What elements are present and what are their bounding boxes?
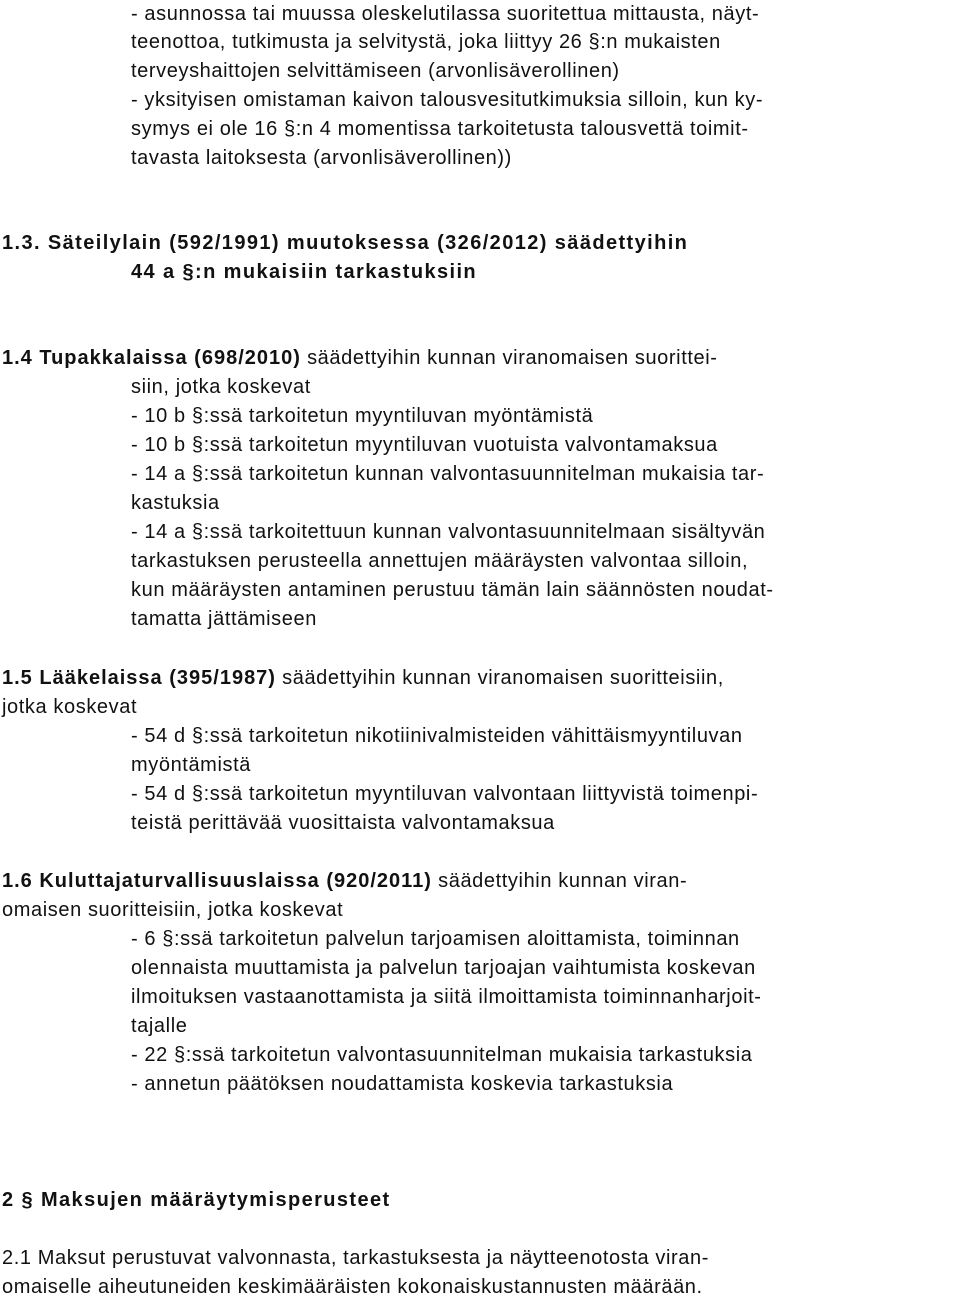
section-intro <box>2 344 718 373</box>
section-intro-text: säädettyihin kunnan viranomaisen suorittei- <box>300 347 718 369</box>
list-item-text: tarkastuksen perusteella annettujen määräysten valvontaa silloin, <box>131 550 749 572</box>
list-item: - annetun päätöksen noudattamista koskevia tarkastuksia <box>131 1073 674 1095</box>
section-title: 1.6 Kuluttajaturvallisuuslaissa (920/2011) <box>2 870 432 892</box>
section-heading: 44 a §:n mukaisiin tarkastuksiin <box>131 261 478 283</box>
section-intro-text: siin, jotka koskevat <box>131 376 311 398</box>
list-item-text: olennaista muuttamista ja palvelun tarjoajan vaihtumista koskevan <box>131 957 756 979</box>
list-item-text: teistä perittävää vuosittaista valvontamaksua <box>131 812 555 834</box>
list-item: - 6 §:ssä tarkoitetun palvelun tarjoamisen aloittamista, toiminnan <box>131 928 740 950</box>
list-item: - 54 d §:ssä tarkoitetun myyntiluvan valvontaan liittyvistä toimenpi- <box>131 783 759 805</box>
list-item: - 14 a §:ssä tarkoitettuun kunnan valvontasuunnitelmaan sisältyvän <box>131 521 766 543</box>
section-title: 1.4 Tupakkalaissa (698/2010) <box>2 347 301 369</box>
section-intro-text: omaisen suoritteisiin, jotka koskevat <box>2 899 344 921</box>
section-heading: 2 § Maksujen määräytymisperusteet <box>2 1189 391 1211</box>
list-item: - 10 b §:ssä tarkoitetun myyntiluvan myöntämistä <box>131 405 594 427</box>
section-intro <box>2 867 687 896</box>
section-intro-text: säädettyihin kunnan viran- <box>431 870 688 892</box>
paragraph-line: omaiselle aiheutuneiden keskimääräisten kokonaiskustannusten määrään. <box>2 1276 703 1298</box>
section-intro <box>2 664 724 693</box>
list-item-text: symys ei ole 16 §:n 4 momentissa tarkoitetusta talousvettä toimit- <box>131 118 749 140</box>
list-item: - 54 d §:ssä tarkoitetun nikotiinivalmisteiden vähittäismyyntiluvan <box>131 725 743 747</box>
list-item: - 22 §:ssä tarkoitetun valvontasuunnitelman mukaisia tarkastuksia <box>131 1044 753 1066</box>
list-item-text: myöntämistä <box>131 754 251 776</box>
list-item: - yksityisen omistaman kaivon talousvesitutkimuksia silloin, kun ky- <box>131 89 764 111</box>
section-intro-text: säädettyihin kunnan viranomaisen suoritteisiin, <box>275 667 724 689</box>
paragraph-line: 2.1 Maksut perustuvat valvonnasta, tarkastuksesta ja näytteenotosta viran- <box>2 1247 709 1269</box>
list-item-text: kastuksia <box>131 492 220 514</box>
list-item: - 10 b §:ssä tarkoitetun myyntiluvan vuotuista valvontamaksua <box>131 434 718 456</box>
list-item-text: ilmoituksen vastaanottamista ja siitä ilmoittamista toiminnanharjoit- <box>131 986 762 1008</box>
list-item-text: tamatta jättämiseen <box>131 608 317 630</box>
list-item: - 14 a §:ssä tarkoitetun kunnan valvontasuunnitelman mukaisia tar- <box>131 463 765 485</box>
section-title: 1.5 Lääkelaissa (395/1987) <box>2 667 276 689</box>
list-item-text: tajalle <box>131 1015 188 1037</box>
list-item-text: tavasta laitoksesta (arvonlisäverollinen)) <box>131 147 512 169</box>
section-intro-text: jotka koskevat <box>2 696 138 718</box>
list-item: - asunnossa tai muussa oleskelutilassa suoritettua mittausta, näyt- <box>131 3 760 25</box>
section-heading: 1.3. Säteilylain (592/1991) muutoksessa (326/2012) säädettyihin <box>2 232 689 254</box>
list-item-text: teenottoa, tutkimusta ja selvitystä, joka liittyy 26 §:n mukaisten <box>131 31 721 53</box>
list-item-text: kun määräysten antaminen perustuu tämän lain säännösten noudat- <box>131 579 774 601</box>
list-item-text: terveyshaittojen selvittämiseen (arvonlisäverollinen) <box>131 60 620 82</box>
